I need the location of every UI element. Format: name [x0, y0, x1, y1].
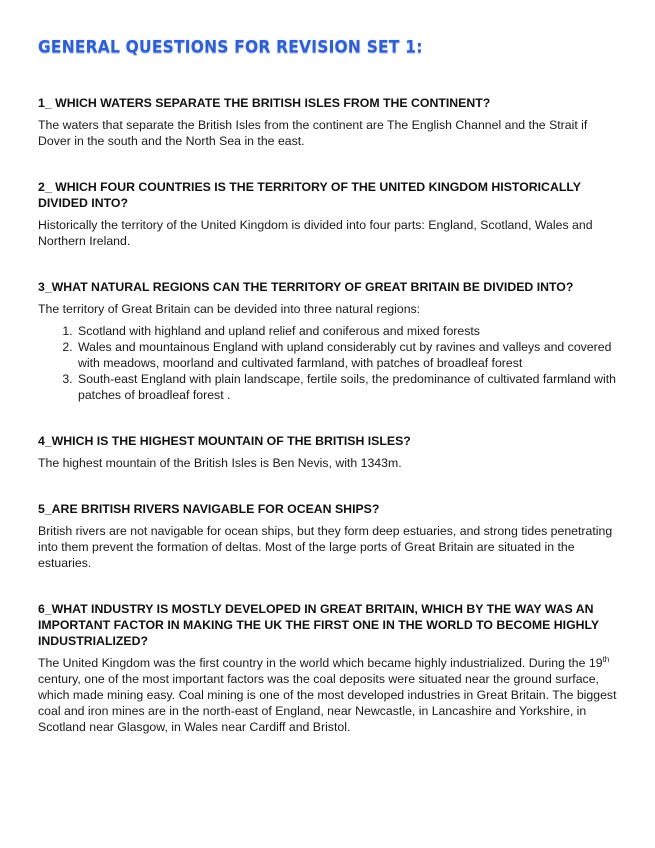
question-answer: The highest mountain of the British Isles is Ben Nevis, with 1343m. — [38, 456, 402, 470]
list-item: 1. Scotland with highland and upland relief and coniferous and mixed forests — [76, 323, 618, 339]
page-title: GENERAL QUESTIONS FOR REVISION SET 1: — [38, 37, 423, 57]
list-item: 3. South-east England with plain landscape, fertile soils, the predominance of cultivated farmland with patches of broadleaf forest . — [76, 371, 618, 403]
question-heading: 4_WHICH IS THE HIGHEST MOUNTAIN OF THE BRITISH ISLES? — [38, 434, 411, 448]
question-answer: The territory of Great Britain can be devided into three natural regions: — [38, 302, 421, 316]
question-5 — [38, 501, 618, 571]
ordinal-suffix: th — [602, 654, 610, 664]
question-6 — [38, 601, 618, 735]
question-answer: Historically the territory of the United Kingdom is divided into four parts: England, Scotland, Wales and Northern Ireland. — [38, 218, 593, 248]
question-heading: 5_ARE BRITISH RIVERS NAVIGABLE FOR OCEAN SHIPS? — [38, 502, 380, 516]
question-heading: 3_WHAT NATURAL REGIONS CAN THE TERRITORY OF GREAT BRITAIN BE DIVIDED INTO? — [38, 280, 574, 294]
natural-regions-list — [38, 323, 618, 403]
question-answer: British rivers are not navigable for ocean ships, but they form deep estuaries, and strong tides penetrating into them prevent the formation of deltas. Most of the large ports of Great Britain are situated in the estuaries. — [38, 524, 613, 570]
question-2 — [38, 179, 618, 249]
question-heading: 2_ WHICH FOUR COUNTRIES IS THE TERRITORY OF THE UNITED KINGDOM HISTORICALLY DIVIDED INTO? — [38, 180, 581, 210]
question-3 — [38, 279, 618, 403]
question-answer — [38, 655, 618, 735]
question-heading: 1_ WHICH WATERS SEPARATE THE BRITISH ISLES FROM THE CONTINENT? — [38, 96, 491, 110]
question-answer: The waters that separate the British Isles from the continent are The English Channel and the Strait if Dover in the south and the North Sea in the east. — [38, 118, 588, 148]
question-4 — [38, 433, 618, 471]
document-page — [38, 37, 618, 735]
answer-text: century, one of the most important factors was the coal deposits were situated near the ground surface, which made mining easy. Coal mining is one of the most developed industries in Great Britain. The biggest coal and iron mines are in the north-east of England, near Newcastle, in Lancashire and Yorkshire, in Scotland near Glasgow, in Wales near Cardiff and Bristol. — [38, 672, 617, 734]
question-1 — [38, 95, 618, 149]
list-item: 2. Wales and mountainous England with upland considerably cut by ravines and valleys and covered with meadows, moorland and cultivated farmland, with patches of broadleaf forest — [76, 339, 618, 371]
question-heading: 6_WHAT INDUSTRY IS MOSTLY DEVELOPED IN GREAT BRITAIN, WHICH BY THE WAY WAS AN IMPORTANT FACTOR IN MAKING THE UK THE FIRST ONE IN THE WORLD TO BECOME HIGHLY INDUSTRIALIZED? — [38, 602, 599, 648]
answer-text: The United Kingdom was the first country in the world which became highly industrialized. During the 19 — [38, 656, 603, 670]
